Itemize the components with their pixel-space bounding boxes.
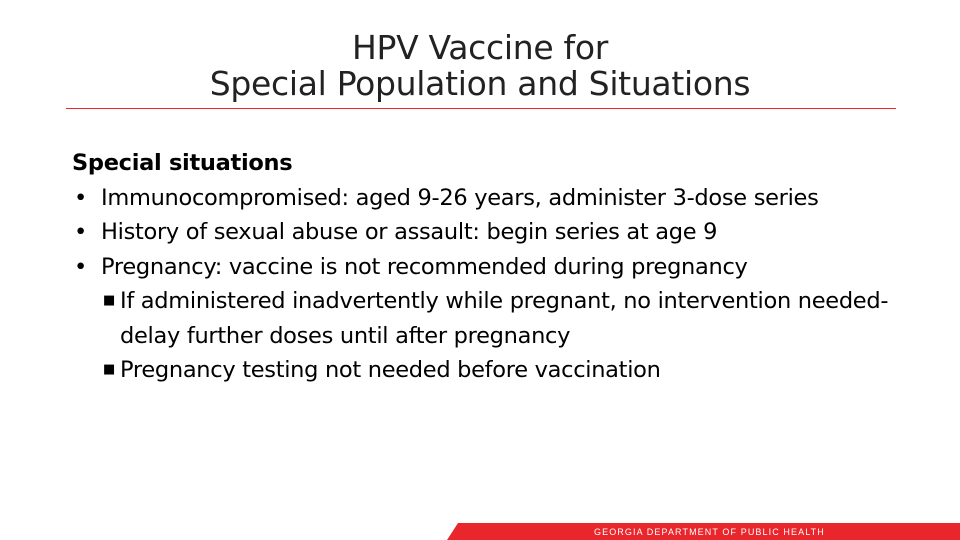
square-bullet-icon: ■ <box>103 362 115 377</box>
sub-bullet-item <box>72 353 932 388</box>
square-bullet-icon: ■ <box>103 293 115 308</box>
bullet-text: Pregnancy: vaccine is not recommended during pregnancy <box>101 253 748 280</box>
bullet-item <box>72 250 932 285</box>
bullet-icon: • <box>74 253 87 280</box>
bullet-item <box>72 181 932 216</box>
title-divider <box>66 108 896 109</box>
bullet-text: History of sexual abuse or assault: begin series at age 9 <box>101 219 718 245</box>
slide-title <box>0 30 960 102</box>
section-heading: Special situations <box>72 150 293 176</box>
slide-title-line-2: Special Population and Situations <box>209 64 751 103</box>
bullet-icon: • <box>74 219 87 245</box>
footer-organization-name: GEORGIA DEPARTMENT OF PUBLIC HEALTH <box>594 527 825 537</box>
sub-bullet-text: If administered inadvertently while pregnant, no intervention needed-delay further doses until after pregnancy <box>120 288 889 349</box>
bullet-item <box>72 215 932 250</box>
bullet-text: Immunocompromised: aged 9-26 years, administer 3-dose series <box>101 184 819 211</box>
slide-body <box>72 146 932 388</box>
sub-bullet-text: Pregnancy testing not needed before vaccination <box>120 357 661 383</box>
slide-title-line-1: HPV Vaccine for <box>351 28 609 67</box>
sub-bullet-item <box>72 284 932 353</box>
bullet-icon: • <box>74 184 87 211</box>
